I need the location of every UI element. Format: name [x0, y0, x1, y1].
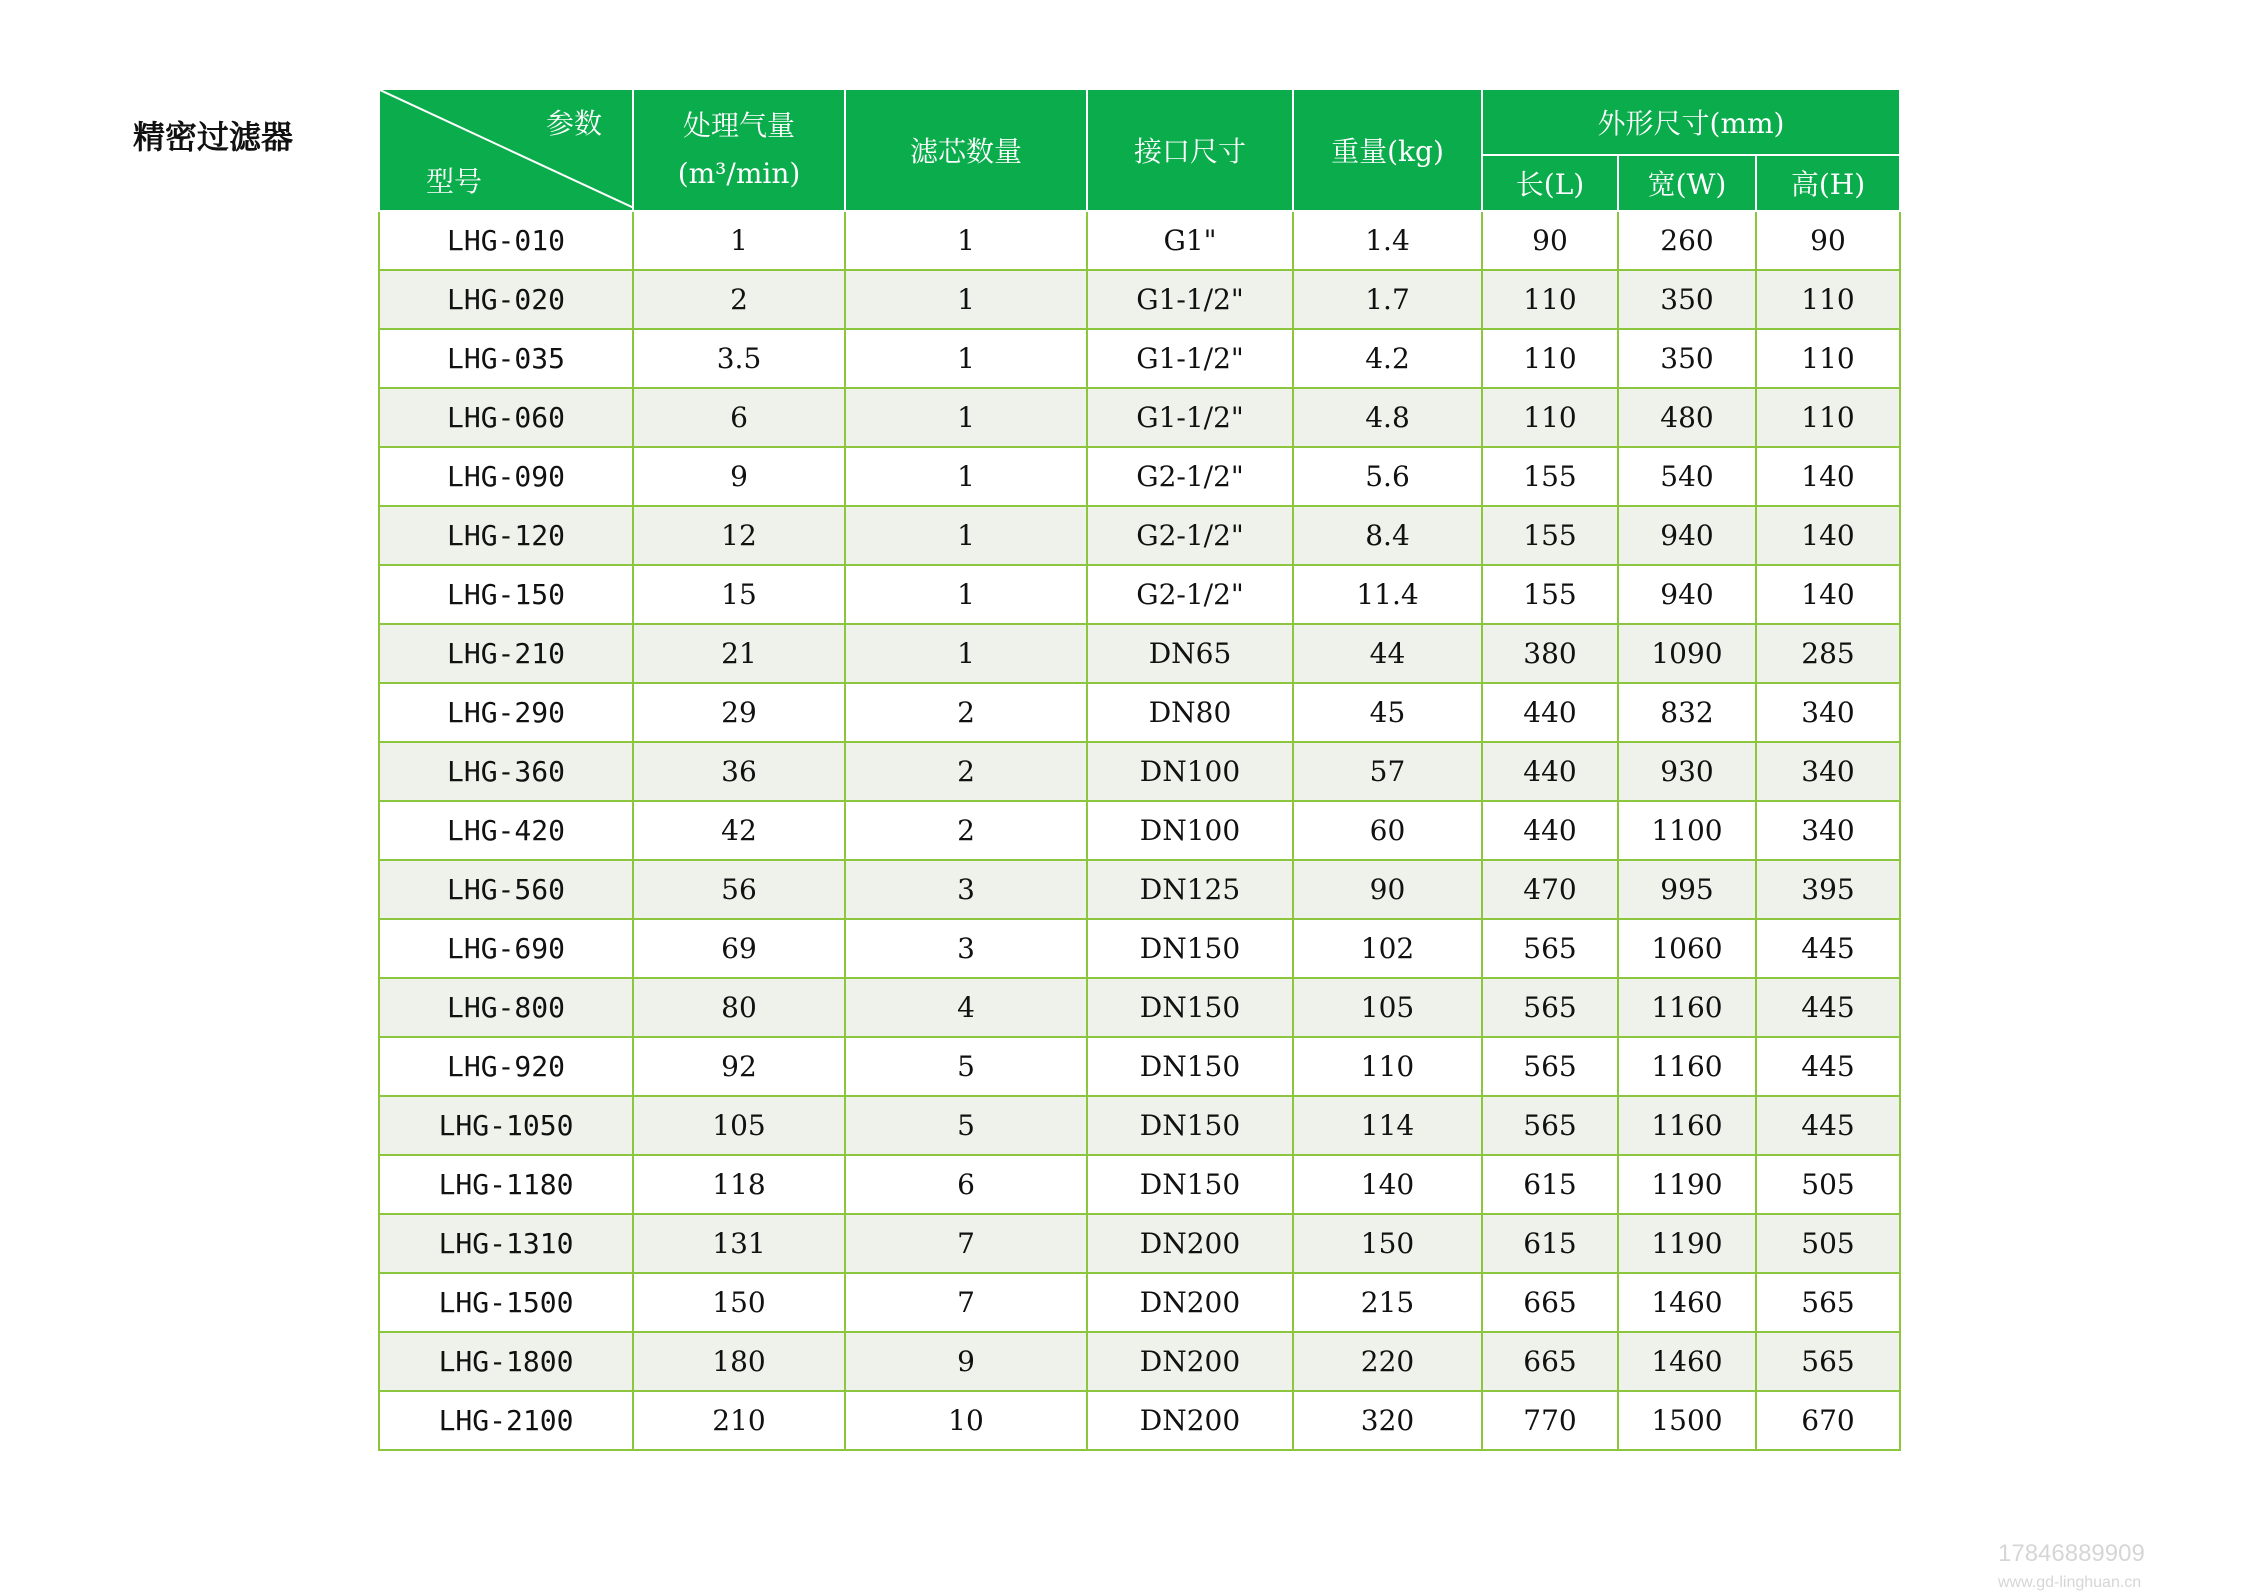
cell-filters: 4 [845, 978, 1087, 1037]
cell-length: 565 [1482, 1037, 1618, 1096]
cell-height: 110 [1756, 329, 1900, 388]
cell-flow: 15 [633, 565, 845, 624]
cell-length: 440 [1482, 742, 1618, 801]
cell-flow: 210 [633, 1391, 845, 1450]
cell-flow: 69 [633, 919, 845, 978]
cell-length: 155 [1482, 506, 1618, 565]
cell-flow: 2 [633, 270, 845, 329]
cell-filters: 1 [845, 388, 1087, 447]
cell-flow: 80 [633, 978, 845, 1037]
cell-length: 380 [1482, 624, 1618, 683]
cell-model: LHG-1800 [379, 1332, 633, 1391]
page-title: 精密过滤器 [133, 118, 294, 156]
cell-port: G1-1/2" [1087, 270, 1293, 329]
table-row [379, 565, 1900, 624]
cell-filters: 1 [845, 624, 1087, 683]
cell-length: 665 [1482, 1273, 1618, 1332]
cell-width: 1460 [1618, 1273, 1756, 1332]
cell-model: LHG-060 [379, 388, 633, 447]
cell-port: DN200 [1087, 1332, 1293, 1391]
cell-width: 1160 [1618, 1096, 1756, 1155]
cell-filters: 10 [845, 1391, 1087, 1450]
model-label: 型号 [426, 165, 483, 198]
cell-width: 1100 [1618, 801, 1756, 860]
cell-height: 395 [1756, 860, 1900, 919]
table-row [379, 919, 1900, 978]
cell-height: 110 [1756, 270, 1900, 329]
cell-filters: 3 [845, 860, 1087, 919]
cell-filters: 1 [845, 565, 1087, 624]
cell-model: LHG-150 [379, 565, 633, 624]
cell-flow: 56 [633, 860, 845, 919]
cell-flow: 9 [633, 447, 845, 506]
cell-port: DN200 [1087, 1273, 1293, 1332]
table-row [379, 388, 1900, 447]
cell-port: DN100 [1087, 742, 1293, 801]
cell-model: LHG-560 [379, 860, 633, 919]
cell-height: 340 [1756, 742, 1900, 801]
cell-port: DN150 [1087, 919, 1293, 978]
cell-weight: 4.2 [1293, 329, 1482, 388]
cell-model: LHG-690 [379, 919, 633, 978]
cell-filters: 1 [845, 329, 1087, 388]
cell-length: 565 [1482, 1096, 1618, 1155]
table-row [379, 270, 1900, 329]
cell-port: G1" [1087, 211, 1293, 270]
cell-width: 350 [1618, 329, 1756, 388]
cell-weight: 320 [1293, 1391, 1482, 1450]
cell-weight: 90 [1293, 860, 1482, 919]
cell-weight: 150 [1293, 1214, 1482, 1273]
cell-filters: 7 [845, 1214, 1087, 1273]
cell-port: DN125 [1087, 860, 1293, 919]
cell-flow: 29 [633, 683, 845, 742]
cell-width: 1190 [1618, 1214, 1756, 1273]
cell-flow: 92 [633, 1037, 845, 1096]
cell-weight: 102 [1293, 919, 1482, 978]
cell-width: 930 [1618, 742, 1756, 801]
cell-width: 1060 [1618, 919, 1756, 978]
cell-width: 1190 [1618, 1155, 1756, 1214]
cell-flow: 42 [633, 801, 845, 860]
cell-weight: 215 [1293, 1273, 1482, 1332]
cell-model: LHG-800 [379, 978, 633, 1037]
cell-weight: 44 [1293, 624, 1482, 683]
cell-port: G1-1/2" [1087, 388, 1293, 447]
cell-weight: 4.8 [1293, 388, 1482, 447]
cell-width: 995 [1618, 860, 1756, 919]
table-row [379, 801, 1900, 860]
cell-filters: 2 [845, 801, 1087, 860]
param-label: 参数 [545, 107, 602, 140]
table-row [379, 624, 1900, 683]
table-row [379, 1332, 1900, 1391]
cell-length: 110 [1482, 329, 1618, 388]
cell-port: DN150 [1087, 1155, 1293, 1214]
cell-length: 110 [1482, 270, 1618, 329]
cell-filters: 9 [845, 1332, 1087, 1391]
cell-weight: 8.4 [1293, 506, 1482, 565]
cell-filters: 1 [845, 270, 1087, 329]
cell-width: 1160 [1618, 978, 1756, 1037]
width-header: 宽(W) [1618, 155, 1756, 211]
cell-filters: 2 [845, 683, 1087, 742]
cell-filters: 1 [845, 506, 1087, 565]
cell-height: 670 [1756, 1391, 1900, 1450]
cell-model: LHG-090 [379, 447, 633, 506]
cell-height: 445 [1756, 1037, 1900, 1096]
cell-weight: 60 [1293, 801, 1482, 860]
cell-port: DN65 [1087, 624, 1293, 683]
cell-length: 565 [1482, 978, 1618, 1037]
cell-model: LHG-1180 [379, 1155, 633, 1214]
cell-weight: 220 [1293, 1332, 1482, 1391]
cell-port: DN150 [1087, 1037, 1293, 1096]
cell-width: 940 [1618, 565, 1756, 624]
table-row [379, 978, 1900, 1037]
cell-port: DN100 [1087, 801, 1293, 860]
cell-length: 155 [1482, 447, 1618, 506]
cell-length: 615 [1482, 1155, 1618, 1214]
table-row [379, 742, 1900, 801]
cell-port: G2-1/2" [1087, 506, 1293, 565]
cell-port: DN80 [1087, 683, 1293, 742]
cell-flow: 180 [633, 1332, 845, 1391]
cell-flow: 131 [633, 1214, 845, 1273]
cell-length: 440 [1482, 683, 1618, 742]
cell-model: LHG-360 [379, 742, 633, 801]
cell-weight: 110 [1293, 1037, 1482, 1096]
cell-weight: 1.7 [1293, 270, 1482, 329]
cell-flow: 118 [633, 1155, 845, 1214]
cell-port: G2-1/2" [1087, 447, 1293, 506]
cell-height: 445 [1756, 1096, 1900, 1155]
cell-model: LHG-1500 [379, 1273, 633, 1332]
cell-model: LHG-120 [379, 506, 633, 565]
cell-filters: 1 [845, 211, 1087, 270]
cell-model: LHG-020 [379, 270, 633, 329]
height-header: 高(H) [1756, 155, 1900, 211]
cell-height: 140 [1756, 447, 1900, 506]
cell-port: G1-1/2" [1087, 329, 1293, 388]
length-header: 长(L) [1482, 155, 1618, 211]
cell-height: 340 [1756, 683, 1900, 742]
dims-header: 外形尺寸(mm) [1482, 89, 1900, 155]
cell-length: 770 [1482, 1391, 1618, 1450]
cell-height: 110 [1756, 388, 1900, 447]
cell-height: 140 [1756, 565, 1900, 624]
cell-weight: 140 [1293, 1155, 1482, 1214]
table-row [379, 683, 1900, 742]
cell-width: 1460 [1618, 1332, 1756, 1391]
cell-height: 285 [1756, 624, 1900, 683]
cell-length: 470 [1482, 860, 1618, 919]
table-body [379, 211, 1900, 1450]
cell-model: LHG-420 [379, 801, 633, 860]
cell-weight: 105 [1293, 978, 1482, 1037]
cell-model: LHG-2100 [379, 1391, 633, 1450]
cell-height: 565 [1756, 1332, 1900, 1391]
cell-height: 505 [1756, 1214, 1900, 1273]
cell-width: 1500 [1618, 1391, 1756, 1450]
table-row [379, 506, 1900, 565]
cell-height: 340 [1756, 801, 1900, 860]
cell-length: 440 [1482, 801, 1618, 860]
cell-model: LHG-290 [379, 683, 633, 742]
cell-flow: 150 [633, 1273, 845, 1332]
cell-width: 1090 [1618, 624, 1756, 683]
cell-width: 480 [1618, 388, 1756, 447]
flow-header-line1: 处理气量 [682, 109, 795, 142]
cell-port: DN200 [1087, 1214, 1293, 1273]
cell-height: 505 [1756, 1155, 1900, 1214]
cell-filters: 6 [845, 1155, 1087, 1214]
cell-filters: 7 [845, 1273, 1087, 1332]
filters-header: 滤芯数量 [845, 89, 1087, 211]
cell-length: 665 [1482, 1332, 1618, 1391]
table-row [379, 329, 1900, 388]
cell-width: 540 [1618, 447, 1756, 506]
cell-flow: 12 [633, 506, 845, 565]
table-row [379, 1096, 1900, 1155]
cell-length: 155 [1482, 565, 1618, 624]
cell-width: 940 [1618, 506, 1756, 565]
table-row [379, 1273, 1900, 1332]
weight-header: 重量(kg) [1293, 89, 1482, 211]
table-row [379, 1391, 1900, 1450]
cell-length: 90 [1482, 211, 1618, 270]
cell-flow: 105 [633, 1096, 845, 1155]
cell-length: 110 [1482, 388, 1618, 447]
watermark [1998, 1540, 2145, 1592]
corner-header [379, 89, 633, 211]
table-row [379, 211, 1900, 270]
cell-model: LHG-010 [379, 211, 633, 270]
cell-port: DN150 [1087, 1096, 1293, 1155]
spec-table [378, 88, 1901, 1451]
cell-weight: 5.6 [1293, 447, 1482, 506]
table-row [379, 1214, 1900, 1273]
cell-height: 565 [1756, 1273, 1900, 1332]
cell-model: LHG-035 [379, 329, 633, 388]
cell-model: LHG-1050 [379, 1096, 633, 1155]
cell-width: 1160 [1618, 1037, 1756, 1096]
cell-weight: 45 [1293, 683, 1482, 742]
cell-length: 615 [1482, 1214, 1618, 1273]
cell-length: 565 [1482, 919, 1618, 978]
cell-flow: 1 [633, 211, 845, 270]
cell-flow: 21 [633, 624, 845, 683]
cell-height: 90 [1756, 211, 1900, 270]
cell-flow: 6 [633, 388, 845, 447]
table-row [379, 1155, 1900, 1214]
cell-width: 350 [1618, 270, 1756, 329]
cell-model: LHG-920 [379, 1037, 633, 1096]
cell-weight: 57 [1293, 742, 1482, 801]
cell-height: 445 [1756, 919, 1900, 978]
cell-width: 260 [1618, 211, 1756, 270]
cell-port: G2-1/2" [1087, 565, 1293, 624]
cell-weight: 11.4 [1293, 565, 1482, 624]
cell-width: 832 [1618, 683, 1756, 742]
cell-filters: 5 [845, 1037, 1087, 1096]
table-row [379, 1037, 1900, 1096]
cell-filters: 1 [845, 447, 1087, 506]
cell-filters: 5 [845, 1096, 1087, 1155]
table-row [379, 447, 1900, 506]
cell-model: LHG-210 [379, 624, 633, 683]
cell-flow: 3.5 [633, 329, 845, 388]
cell-filters: 2 [845, 742, 1087, 801]
watermark-phone: 17846889909 [1998, 1540, 2145, 1567]
cell-port: DN150 [1087, 978, 1293, 1037]
port-header: 接口尺寸 [1087, 89, 1293, 211]
cell-weight: 1.4 [1293, 211, 1482, 270]
cell-height: 445 [1756, 978, 1900, 1037]
cell-port: DN200 [1087, 1391, 1293, 1450]
cell-weight: 114 [1293, 1096, 1482, 1155]
flow-header-line2: (m³/min) [677, 157, 801, 190]
cell-filters: 3 [845, 919, 1087, 978]
cell-height: 140 [1756, 506, 1900, 565]
watermark-site: www.gd-linghuan.cn [1998, 1574, 2142, 1591]
flow-header [633, 89, 845, 211]
cell-model: LHG-1310 [379, 1214, 633, 1273]
table-row [379, 860, 1900, 919]
cell-flow: 36 [633, 742, 845, 801]
